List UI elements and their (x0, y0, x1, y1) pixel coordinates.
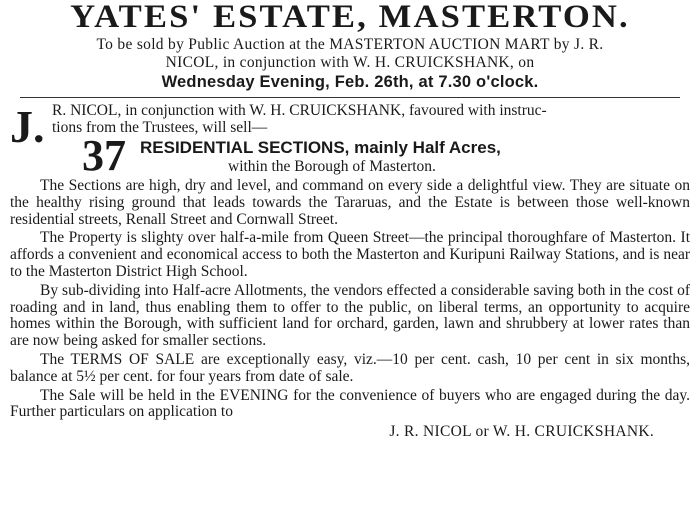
sections-subheading: within the Borough of Masterton. (228, 158, 436, 175)
paragraph-sale-time: The Sale will be held in the EVENING for the convenience of buyers who are engaged during the day. Further particulars on application to (10, 386, 690, 421)
auction-intro (6, 36, 694, 92)
divider (20, 97, 680, 98)
auction-date: Wednesday Evening, Feb. 26th, at 7.30 o'clock. (161, 73, 539, 91)
paragraph-access: The Property is slighty over half-a-mile from Queen Street—the principal thoroughfare of Masterton. It affords a convenient and economical access to both the Masterton and Kuripuni Railway Stations, and is near to the Masterton District High School. (10, 229, 690, 280)
lead-line-2: tions from the Trustees, will sell— (52, 119, 268, 136)
intro-line-2: NICOL, in conjunction with W. H. CRUICKSHANK, on (165, 54, 535, 71)
signature: J. R. NICOL or W. H. CRUICKSHANK. (389, 423, 654, 441)
drop-cap: J. (10, 101, 45, 152)
intro-line-1: To be sold by Public Auction at the MASTERTON AUCTION MART by J. R. (96, 36, 604, 53)
sections-count: 37 (82, 131, 126, 180)
paragraph-subdivision: By sub-dividing into Half-acre Allotments, the vendors effected a considerable saving both in the cost of roading and in land, thus enabling them to offer to the public, on liberal terms, an opportunity to acquire homes within the Borough, with sufficient land for orchard, garden, lawn and shrubbery at lower rates than are now being asked for smaller sections. (10, 281, 690, 350)
sections-heading: RESIDENTIAL SECTIONS, mainly Half Acres, (140, 138, 501, 157)
paragraph-location: The Sections are high, dry and level, and command on every side a delightful view. They are situate on the healthy rising ground that leads towards the Tararuas, and the Estate is between those well-known residential streets, Renall Street and Cornwall Street. (10, 177, 690, 228)
paragraph-terms: The TERMS OF SALE are exceptionally easy, viz.—10 per cent. cash, 10 per cent in six months, balance at 5½ per cent. for four years from date of sale. (10, 350, 690, 385)
lead-line-1: R. NICOL, in conjunction with W. H. CRUICKSHANK, favoured with instruc- (52, 102, 547, 119)
advert-body (10, 178, 690, 421)
lead-block (6, 101, 694, 180)
lead-text (52, 102, 690, 136)
advert-title: YATES' ESTATE, MASTERTON. (70, 0, 630, 35)
